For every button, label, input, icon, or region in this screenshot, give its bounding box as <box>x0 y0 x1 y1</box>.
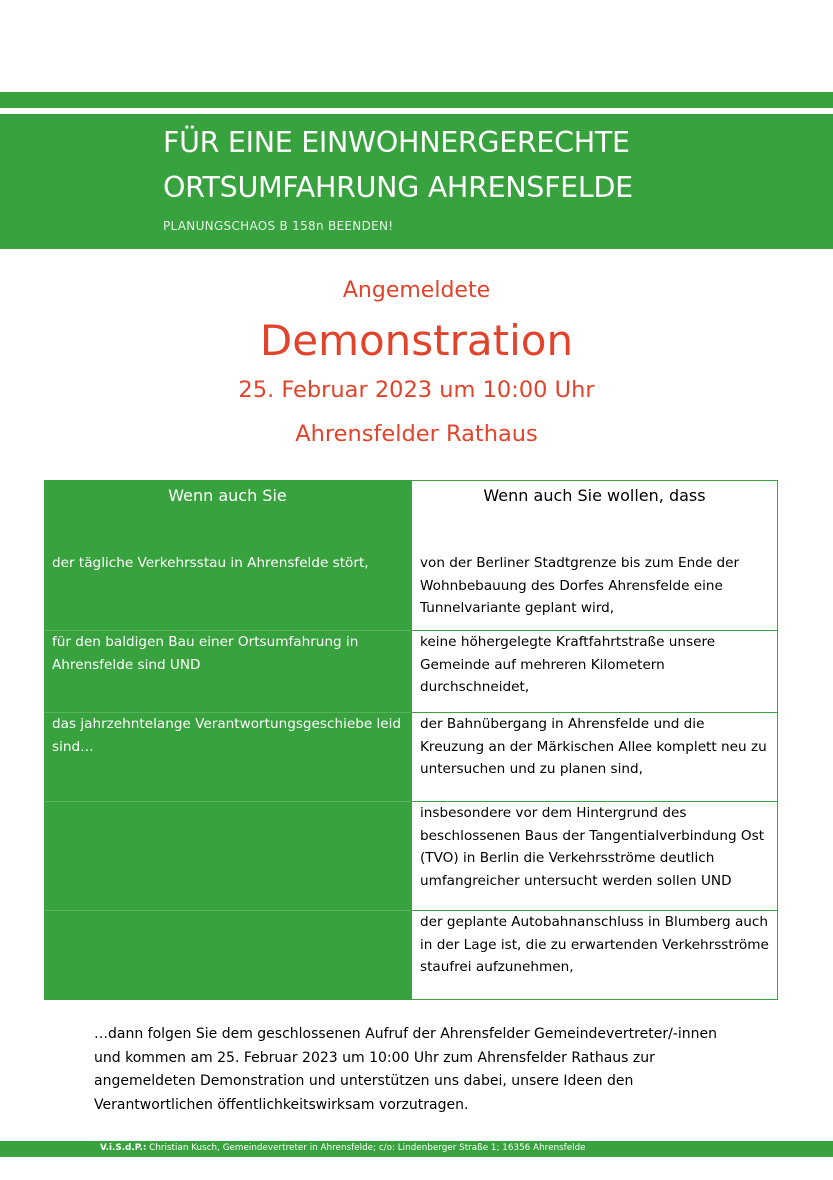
right-header: Wenn auch Sie wollen, dass <box>483 486 706 505</box>
right-cell: von der Berliner Stadtgrenze bis zum Ende der Wohnbebauung des Dorfes Ahrensfelde eine Tunnelvariante geplant wird, <box>420 555 740 616</box>
top-stripe <box>0 92 833 108</box>
banner-subtitle: PLANUNGSCHAOS B 158n BEENDEN! <box>163 219 394 233</box>
banner-title-line1: FÜR EINE EINWOHNERGERECHTE <box>163 126 630 159</box>
imprint-label: V.i.S.d.P.: <box>100 1143 147 1153</box>
event-location: Ahrensfelder Rathaus <box>295 421 538 447</box>
event-datetime: 25. Februar 2023 um 10:00 Uhr <box>238 377 595 403</box>
event-label: Angemeldete <box>342 278 491 303</box>
left-cell: der tägliche Verkehrsstau in Ahrensfelde stört, <box>52 555 369 571</box>
right-cell: insbesondere vor dem Hintergrund des beschlossenen Baus der Tangentialverbindung Ost (TVO) in Berlin die Verkehrsströme deutlich umfangreicher untersucht werden sollen UND <box>420 805 765 889</box>
row-divider <box>44 910 411 911</box>
banner-title-line2: ORTSUMFAHRUNG AHRENSFELDE <box>163 171 633 204</box>
footer-imprint <box>100 1143 586 1153</box>
left-header: Wenn auch Sie <box>168 486 287 505</box>
row-divider <box>44 801 411 802</box>
left-cell: für den baldigen Bau einer Ortsumfahrung in Ahrensfelde sind UND <box>52 634 359 673</box>
demands-table <box>44 480 778 1000</box>
closing-paragraph: …dann folgen Sie dem geschlossenen Aufruf der Ahrensfelder Gemeindevertreter/-innen und kommen am 25. Februar 2023 um 10:00 Uhr zum Ahrensfelder Rathaus zur angemeldeten Demonstration und unterstützen uns dabei, unsere Ideen den Verantwortlichen öffentlichkeitswirksam vorzutragen. <box>94 1026 717 1113</box>
left-cell: das jahrzehntelange Verantwortungsgeschiebe leid sind… <box>52 716 402 755</box>
event-type: Demonstration <box>259 316 574 365</box>
imprint-text: Christian Kusch, Gemeindevertreter in Ahrensfelde; c/o: Lindenberger Straße 1; 16356 Ahrensfelde <box>146 1143 586 1153</box>
right-cell: keine höhergelegte Kraftfahrtstraße unsere Gemeinde auf mehreren Kilometern durchschneidet, <box>420 634 716 695</box>
right-cell: der geplante Autobahnanschluss in Blumberg auch in der Lage ist, die zu erwartenden Verkehrsströme staufrei aufzunehmen, <box>420 914 769 975</box>
right-cell: der Bahnübergang in Ahrensfelde und die Kreuzung an der Märkischen Allee komplett neu zu untersuchen und zu planen sind, <box>420 716 767 777</box>
